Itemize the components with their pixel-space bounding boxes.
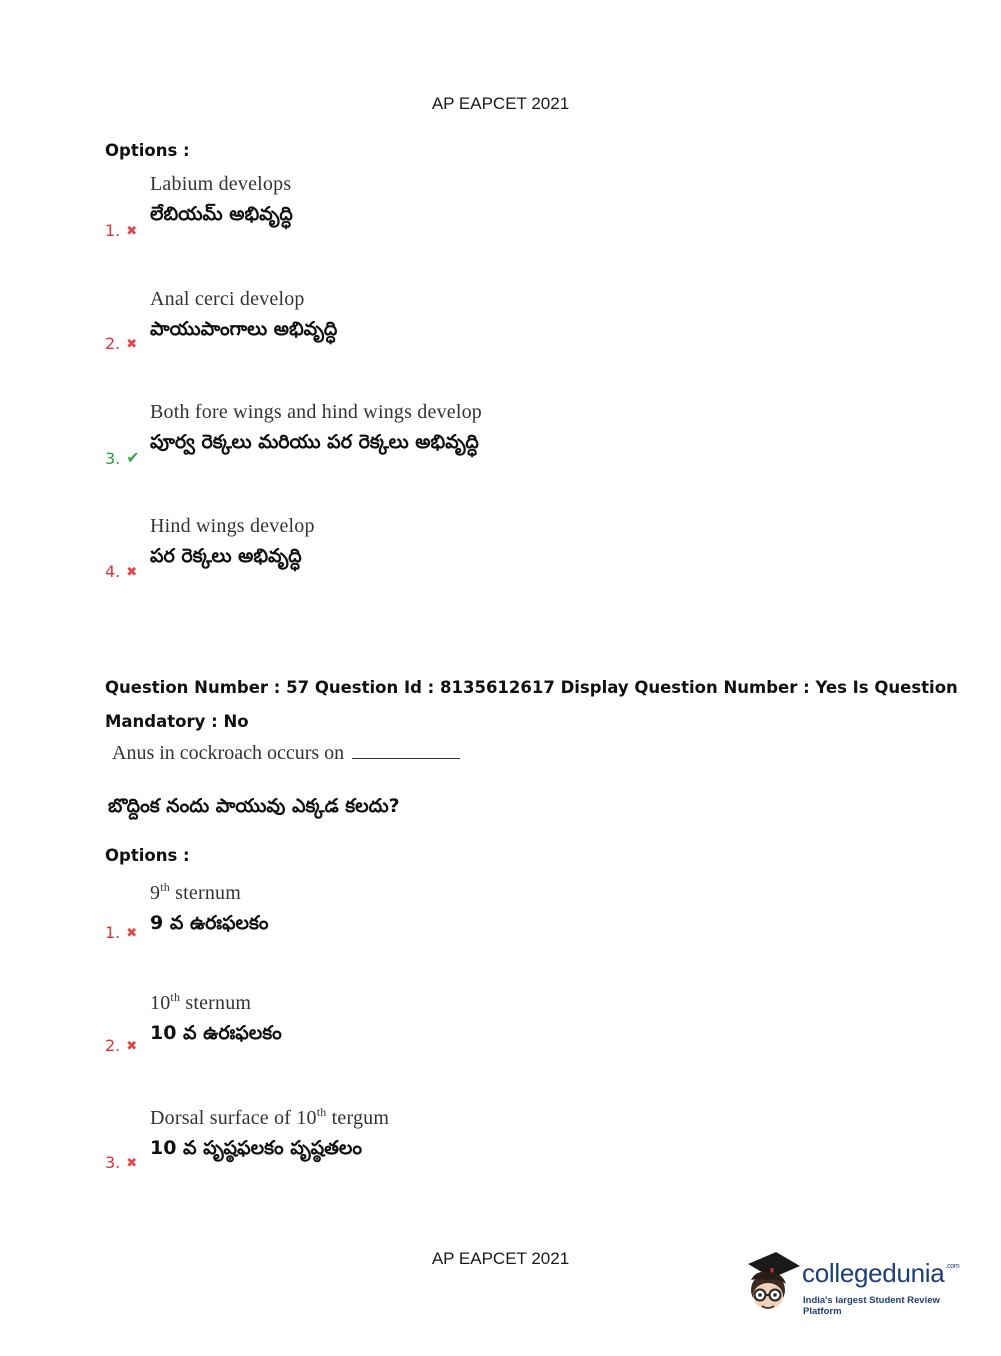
option-2-telugu: పాయుపాంగాలు అభివృద్ధి [150,318,338,340]
wrong-mark-icon: ✖ [126,224,138,239]
wrong-mark-icon: ✖ [126,926,138,941]
option-4-english: Hind wings develop [150,515,315,537]
answer-option-3-telugu: 10 వ పృష్ఠఫలకం పృష్ఠతలం [150,1137,363,1159]
question-meta-line-1: Question Number : 57 Question Id : 8135612617 Display Question Number : Yes Is Question [105,678,958,697]
option-1-number: 1. ✖ [105,221,138,240]
wrong-mark-icon: ✖ [126,337,138,352]
answer-option-1-english: 9th sternum [150,880,241,904]
logo-tagline: India's largest Student Review Platform [803,1295,940,1317]
answer-option-1-telugu: 9 వ ఉరఃఫలకం [150,912,269,934]
answer-option-3-english: Dorsal surface of 10th tergum [150,1105,390,1129]
option-3-telugu: పూర్వ రెక్కలు మరియు పర రెక్కలు అభివృద్ధి [150,431,479,453]
collegedunia-logo[interactable] [742,1250,972,1318]
option-1-telugu: లేబియమ్ అభివృద్ధి [150,203,293,225]
option-2-english: Anal cerci develop [150,288,305,310]
options-label: Options : [105,141,190,160]
answer-option-1-number: 1. ✖ [105,923,138,942]
question-text-telugu: బొద్దింక నందు పాయువు ఎక్కడ కలదు? [108,795,400,817]
option-1-english: Labium develops [150,173,292,195]
wrong-mark-icon: ✖ [126,1039,138,1054]
correct-mark-icon: ✔ [126,448,140,467]
options-label: Options : [105,846,190,865]
page-header: AP EAPCET 2021 [431,94,570,113]
wrong-mark-icon: ✖ [126,1156,138,1171]
option-4-telugu: పర రెక్కలు అభివృద్ధి [150,545,302,567]
option-3-number: 3. ✔ [105,448,140,468]
logo-wordmark: collegedunia$^{.com}$ [802,1258,960,1288]
answer-option-2-english: 10th sternum [150,990,252,1014]
answer-blank [352,742,460,759]
option-2-number: 2. ✖ [105,334,138,353]
option-3-english: Both fore wings and hind wings develop [150,401,483,423]
question-text-english: Anus in cockroach occurs on [112,742,460,765]
option-4-number: 4. ✖ [105,562,138,581]
answer-option-2-telugu: 10 వ ఉరఃఫలకం [150,1022,282,1044]
mascot-icon [742,1250,800,1318]
answer-option-3-number: 3. ✖ [105,1153,138,1172]
question-meta-line-2: Mandatory : No [105,712,249,731]
answer-option-2-number: 2. ✖ [105,1036,138,1055]
wrong-mark-icon: ✖ [126,565,138,580]
page-footer: AP EAPCET 2021 [431,1249,570,1268]
